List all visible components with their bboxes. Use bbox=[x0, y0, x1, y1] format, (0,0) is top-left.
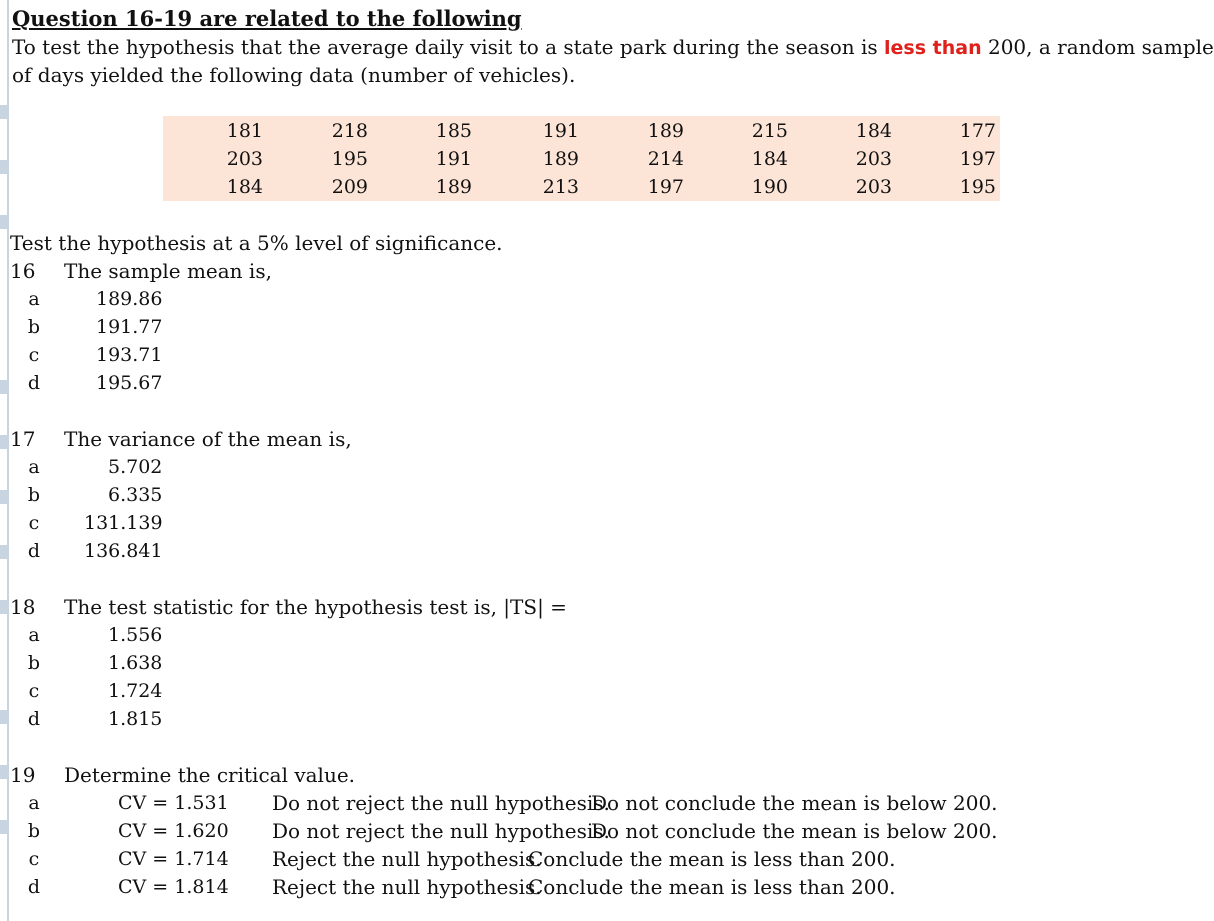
option-letter: d bbox=[27, 708, 41, 730]
option-letter: a bbox=[28, 624, 40, 646]
row-tick bbox=[0, 820, 7, 834]
option-value: CV = 1.531 bbox=[118, 792, 229, 814]
option-letter: c bbox=[28, 344, 40, 366]
question-number: 18 bbox=[10, 595, 36, 619]
table-cell: 195 bbox=[331, 148, 368, 170]
row-tick bbox=[0, 435, 7, 449]
table-cell: 191 bbox=[435, 148, 472, 170]
table-cell: 215 bbox=[751, 120, 788, 142]
table-cell: 203 bbox=[855, 148, 892, 170]
intro-text-before: To test the hypothesis that the average daily visit to a state park during the season is bbox=[12, 35, 885, 59]
intro-highlight: less than bbox=[884, 37, 982, 59]
row-tick bbox=[0, 105, 7, 119]
question-number: 17 bbox=[10, 427, 36, 451]
table-cell: 197 bbox=[959, 148, 996, 170]
table-cell: 181 bbox=[226, 120, 263, 142]
table-cell: 203 bbox=[226, 148, 263, 170]
table-cell: 191 bbox=[542, 120, 579, 142]
option-decision: Reject the null hypothesis. bbox=[272, 875, 542, 899]
intro-line-1 bbox=[12, 33, 1214, 61]
option-letter: d bbox=[27, 540, 41, 562]
option-value: 136.841 bbox=[84, 540, 163, 562]
option-value: 1.638 bbox=[108, 652, 163, 674]
table-cell: 209 bbox=[331, 176, 368, 198]
sheet-gridline bbox=[7, 0, 9, 921]
option-value: CV = 1.620 bbox=[118, 820, 229, 842]
question-text: The variance of the mean is, bbox=[64, 427, 352, 451]
option-conclusion: Conclude the mean is less than 200. bbox=[528, 875, 896, 899]
table-cell: 189 bbox=[435, 176, 472, 198]
intro-text-after: 200, a random sample bbox=[981, 35, 1214, 59]
option-value: 193.71 bbox=[96, 344, 163, 366]
table-cell: 185 bbox=[435, 120, 472, 142]
table-cell: 213 bbox=[542, 176, 579, 198]
table-cell: 184 bbox=[226, 176, 263, 198]
table-cell: 184 bbox=[751, 148, 788, 170]
option-value: 1.815 bbox=[108, 708, 163, 730]
option-value: CV = 1.714 bbox=[118, 848, 229, 870]
option-decision: Do not reject the null hypothesis. bbox=[272, 819, 610, 843]
table-cell: 203 bbox=[855, 176, 892, 198]
option-letter: a bbox=[28, 288, 40, 310]
option-letter: a bbox=[28, 456, 40, 478]
option-letter: b bbox=[27, 652, 41, 674]
option-conclusion: Do not conclude the mean is below 200. bbox=[591, 791, 998, 815]
option-conclusion: Conclude the mean is less than 200. bbox=[528, 847, 896, 871]
option-letter: b bbox=[27, 820, 41, 842]
table-cell: 189 bbox=[647, 120, 684, 142]
table-cell: 197 bbox=[647, 176, 684, 198]
option-letter: a bbox=[28, 792, 40, 814]
intro-line-2: of days yielded the following data (number of vehicles). bbox=[12, 63, 576, 87]
option-decision: Do not reject the null hypothesis. bbox=[272, 791, 610, 815]
option-decision: Reject the null hypothesis. bbox=[272, 847, 542, 871]
table-cell: 189 bbox=[542, 148, 579, 170]
table-cell: 214 bbox=[647, 148, 684, 170]
row-tick bbox=[0, 490, 7, 504]
question-text: The test statistic for the hypothesis test is, |TS| = bbox=[64, 595, 567, 619]
significance-instruction: Test the hypothesis at a 5% level of significance. bbox=[10, 231, 503, 255]
option-letter: b bbox=[27, 316, 41, 338]
option-letter: d bbox=[27, 876, 41, 898]
question-number: 19 bbox=[10, 763, 36, 787]
option-value: 6.335 bbox=[108, 484, 163, 506]
question-text: The sample mean is, bbox=[64, 259, 272, 283]
option-letter: c bbox=[28, 512, 40, 534]
table-cell: 190 bbox=[751, 176, 788, 198]
question-number: 16 bbox=[10, 259, 36, 283]
data-table bbox=[163, 116, 1000, 201]
question-text: Determine the critical value. bbox=[64, 763, 356, 787]
row-tick bbox=[0, 710, 7, 724]
row-tick bbox=[0, 160, 7, 174]
option-value: 189.86 bbox=[96, 288, 163, 310]
option-conclusion: Do not conclude the mean is below 200. bbox=[591, 819, 998, 843]
option-value: 191.77 bbox=[96, 316, 163, 338]
option-value: 1.724 bbox=[108, 680, 163, 702]
row-tick bbox=[0, 600, 7, 614]
option-value: 131.139 bbox=[84, 512, 163, 534]
option-letter: b bbox=[27, 484, 41, 506]
row-tick bbox=[0, 215, 7, 229]
option-letter: c bbox=[28, 848, 40, 870]
table-cell: 184 bbox=[855, 120, 892, 142]
table-cell: 195 bbox=[959, 176, 996, 198]
table-cell: 177 bbox=[959, 120, 996, 142]
row-tick bbox=[0, 765, 7, 779]
row-tick bbox=[0, 545, 7, 559]
option-value: 5.702 bbox=[108, 456, 163, 478]
page-title: Question 16-19 are related to the following bbox=[12, 6, 522, 31]
option-letter: d bbox=[27, 372, 41, 394]
option-value: 1.556 bbox=[108, 624, 163, 646]
option-value: CV = 1.814 bbox=[118, 876, 229, 898]
option-letter: c bbox=[28, 680, 40, 702]
option-value: 195.67 bbox=[96, 372, 163, 394]
row-tick bbox=[0, 380, 7, 394]
table-cell: 218 bbox=[331, 120, 368, 142]
